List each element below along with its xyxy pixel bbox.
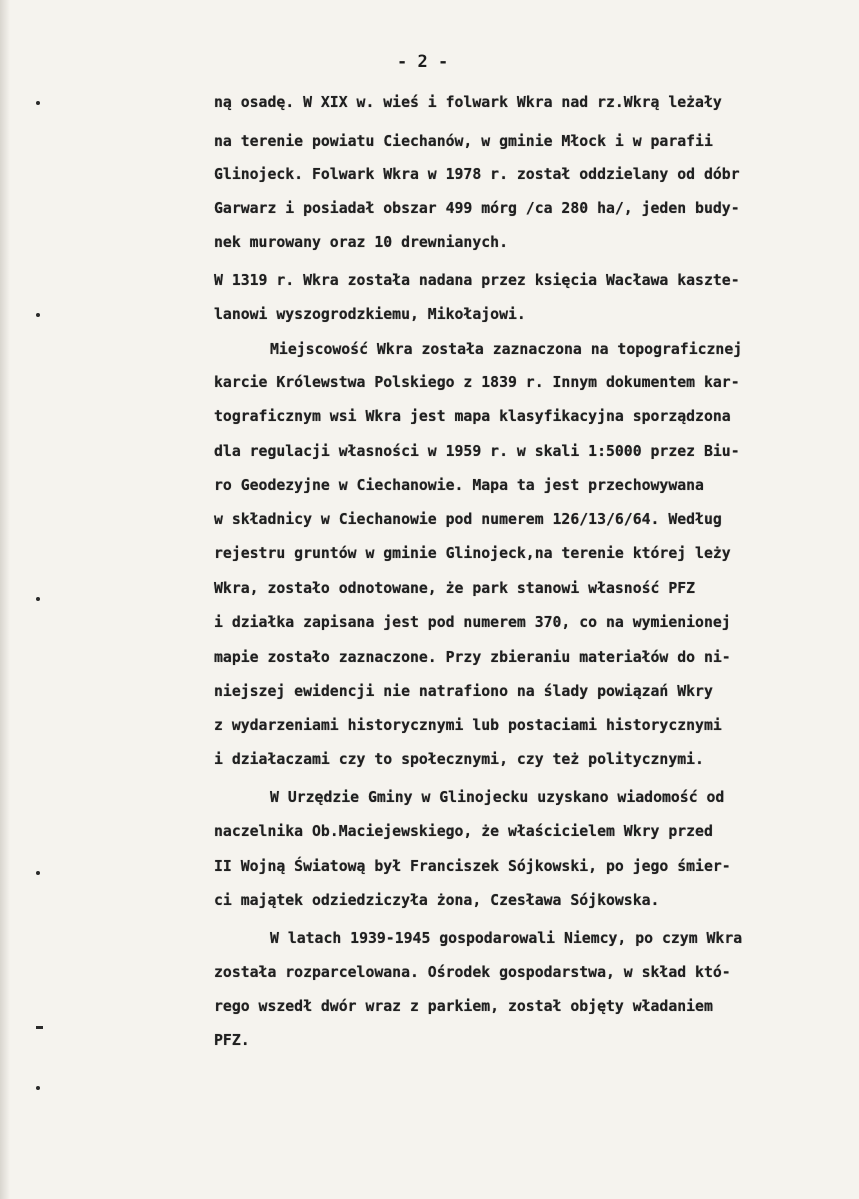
text-line: ci majątek odziedziczyła żona, Czesława Sójkowska. [214,892,660,909]
text-line: i działaczami czy to społecznymi, czy też politycznymi. [214,751,704,768]
text-line: dla regulacji własności w 1959 r. w skali 1:5000 przez Biu- [214,443,740,460]
text-line: nek murowany oraz 10 drewnianych. [214,234,508,251]
text-line: rego wszedł dwór wraz z parkiem, został objęty władaniem [214,998,713,1015]
margin-punch-mark [36,1086,40,1090]
text-line: została rozparcelowana. Ośrodek gospodarstwa, w skład któ- [214,964,731,981]
text-line: W latach 1939-1945 gospodarowali Niemcy, po czym Wkra [270,930,743,947]
page-number: - 2 - [397,52,449,72]
text-line: II Wojną Światową był Franciszek Sójkowski, po jego śmier- [214,858,731,875]
text-line: Miejscowość Wkra została zaznaczona na topograficznej [270,341,743,358]
text-line: na terenie powiatu Ciechanów, w gminie Młock i w parafii [214,133,713,150]
margin-punch-mark [36,1026,43,1029]
margin-punch-mark [36,871,40,875]
text-line: PFZ. [214,1032,250,1049]
text-line: rejestru gruntów w gminie Glinojeck,na terenie której leży [214,545,731,562]
text-line: W Urzędzie Gminy w Glinojecku uzyskano wiadomość od [270,789,725,806]
text-line: w składnicy w Ciechanowie pod numerem 126/13/6/64. Według [214,511,722,528]
text-line: naczelnika Ob.Maciejewskiego, że właścicielem Wkry przed [214,823,713,840]
text-line: i działka zapisana jest pod numerem 370, co na wymienionej [214,614,731,631]
margin-punch-mark [36,313,40,317]
text-line: ną osadę. W XIX w. wieś i folwark Wkra nad rz.Wkrą leżały [214,94,722,111]
margin-punch-mark [36,597,40,601]
text-line: Glinojeck. Folwark Wkra w 1978 r. został oddzielany od dóbr [214,166,740,183]
text-line: mapie zostało zaznaczone. Przy zbieraniu materiałów do ni- [214,649,731,666]
margin-punch-mark [36,101,40,105]
text-line: ro Geodezyjne w Ciechanowie. Mapa ta jest przechowywana [214,477,704,494]
text-line: z wydarzeniami historycznymi lub postaciami historycznymi [214,717,722,734]
text-line: Wkra, zostało odnotowane, że park stanowi własność PFZ [214,580,696,597]
scan-edge [0,0,10,1199]
text-line: Garwarz i posiadał obszar 499 mórg /ca 280 ha/, jeden budy- [214,200,740,217]
text-line: W 1319 r. Wkra została nadana przez księcia Wacława kaszte- [214,272,740,289]
text-line: tograficznym wsi Wkra jest mapa klasyfikacyjna sporządzona [214,408,731,425]
text-line: niejszej ewidencji nie natrafiono na ślady powiązań Wkry [214,683,713,700]
text-line: lanowi wyszogrodzkiemu, Mikołajowi. [214,306,526,323]
text-line: karcie Królewstwa Polskiego z 1839 r. Innym dokumentem kar- [214,374,740,391]
